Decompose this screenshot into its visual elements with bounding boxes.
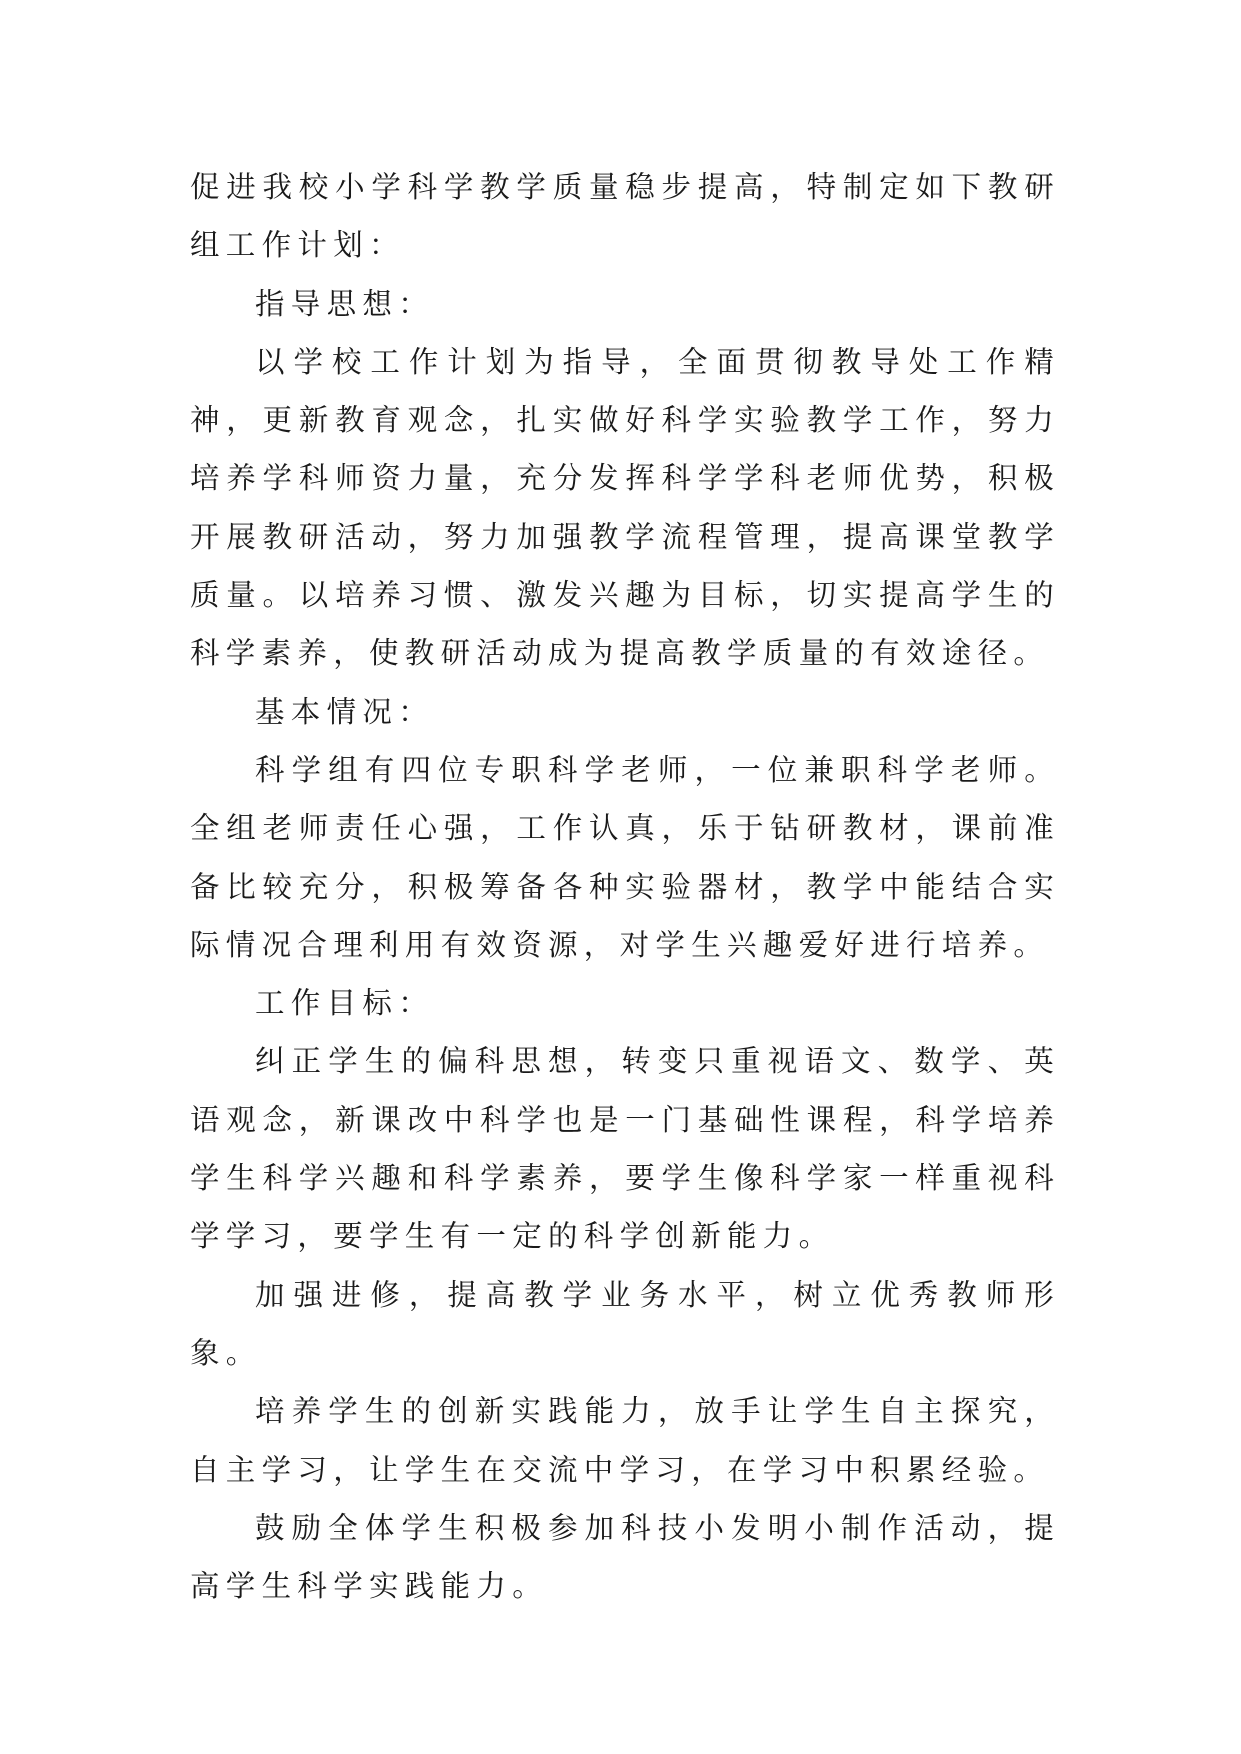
paragraph-guiding-ideology: 以学校工作计划为指导，全面贯彻教导处工作精神，更新教育观念，扎实做好科学实验教学工作，努力培养学科师资力量，充分发挥科学学科老师优势，积极开展教研活动，努力加强教学流程管理，提高课堂教学质量。以培养习惯、激发兴趣为目标，切实提高学生的科学素养，使教研活动成为提高教学质量的有效途径。 [190,344,1060,671]
document-body [190,158,1060,1615]
paragraph-goal-innovation: 培养学生的创新实践能力，放手让学生自主探究，自主学习，让学生在交流中学习，在学习中积累经验。 [190,1394,1060,1487]
paragraph-intro-continuation: 促进我校小学科学教学质量稳步提高，特制定如下教研组工作计划： [190,170,1060,263]
paragraph-goal-activities: 鼓励全体学生积极参加科技小发明小制作活动，提高学生科学实践能力。 [190,1510,1060,1604]
section-heading-basic-situation: 基本情况： [255,694,435,729]
section-heading-work-goals: 工作目标： [255,986,435,1021]
paragraph-goal-correct-bias: 纠正学生的偏科思想，转变只重视语文、数学、英语观念，新课改中科学也是一门基础性课程，科学培养学生科学兴趣和科学素养，要学生像科学家一样重视科学学习，要学生有一定的科学创新能力。 [190,1044,1060,1254]
section-heading-guiding-ideology: 指导思想： [255,286,435,321]
paragraph-basic-situation: 科学组有四位专职科学老师，一位兼职科学老师。全组老师责任心强，工作认真，乐于钻研教材，课前准备比较充分，积极筹备各种实验器材，教学中能结合实际情况合理利用有效资源，对学生兴趣爱好进行培养。 [190,752,1060,962]
paragraph-goal-training: 加强进修，提高教学业务水平，树立优秀教师形象。 [190,1277,1060,1370]
